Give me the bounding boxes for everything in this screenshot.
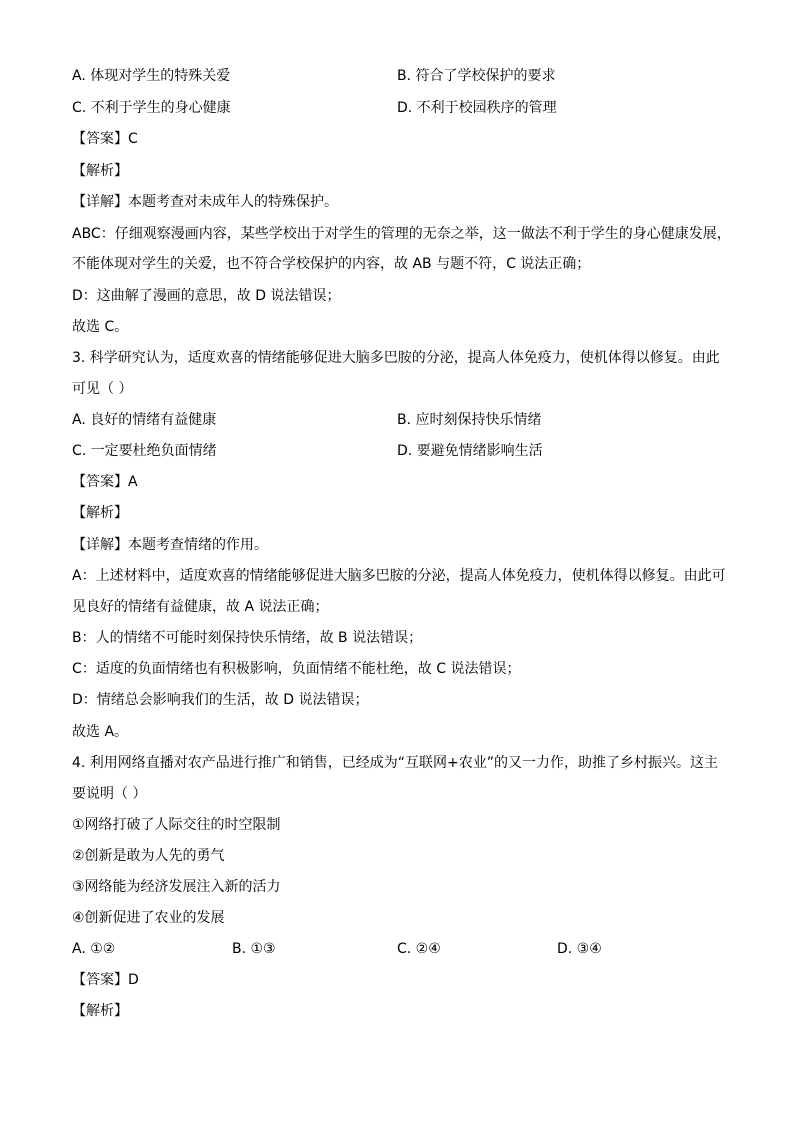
- answer-value: A: [128, 474, 138, 490]
- q2-option-c: C. 不利于学生的身心健康: [72, 100, 231, 116]
- q4-option-b: B. ①③: [232, 941, 276, 957]
- q2-explanation-line-4: 故选 C。: [72, 319, 129, 335]
- q2-answer: [72, 129, 138, 149]
- answer-value: C: [128, 131, 138, 147]
- q3-explanation-line-3: B：人的情绪不可能时刻保持快乐情绪，故 B 说法错误；: [72, 630, 423, 646]
- q3-stem-line-2: 可见（ ）: [72, 381, 133, 397]
- q4-statement-1: ①网络打破了人际交往的时空限制: [72, 817, 281, 833]
- q4-statement-3: ③网络能为经济发展注入新的活力: [72, 879, 281, 895]
- q3-explanation-line-5: D：情绪总会影响我们的生活，故 D 说法错误；: [72, 692, 369, 708]
- q2-explanation-line-2: 不能体现对学生的关爱，也不符合学校保护的内容，故 AB 与题不符，C 说法正确；: [72, 256, 591, 272]
- q2-option-a: A. 体现对学生的特殊关爱: [72, 68, 231, 84]
- q4-stem-line-1: 4. 利用网络直播对农产品进行推广和销售，已经成为“互联网+农业”的又一力作，助推了乡村振兴。这主: [72, 755, 719, 771]
- q3-explanation-line-1: A：上述材料中，适度欢喜的情绪能够促进大脑多巴胺的分泌，提高人体免疫力，使机体得以修复。由此可: [72, 568, 726, 584]
- q4-statement-2: ②创新是敢为人先的勇气: [72, 848, 225, 864]
- answer-label: 【答案】: [72, 972, 128, 988]
- q3-explanation-line-6: 故选 A。: [72, 724, 129, 740]
- q2-explanation-line-3: D：这曲解了漫画的意思，故 D 说法错误；: [72, 288, 341, 304]
- answer-label: 【答案】: [72, 131, 128, 147]
- q3-option-c: C. 一定要杜绝负面情绪: [72, 443, 217, 459]
- q3-option-d: D. 要避免情绪影响生活: [397, 443, 543, 459]
- q3-stem-line-1: 3. 科学研究认为，适度欢喜的情绪能够促进大脑多巴胺的分泌，提高人体免疫力，使机体得以修复。由此: [72, 350, 720, 366]
- q4-answer: [72, 970, 139, 990]
- q3-answer: [72, 472, 138, 492]
- q3-detail: 【详解】本题考查情绪的作用。: [72, 537, 268, 553]
- q2-option-b: B. 符合了学校保护的要求: [397, 68, 556, 84]
- q3-analysis-label: 【解析】: [72, 505, 128, 521]
- q4-option-d: D. ③④: [557, 941, 602, 957]
- answer-value: D: [128, 972, 139, 988]
- q2-detail: 【详解】本题考查对未成年人的特殊保护。: [72, 194, 338, 210]
- q4-option-c: C. ②④: [397, 941, 441, 957]
- q4-statement-4: ④创新促进了农业的发展: [72, 910, 225, 926]
- q2-option-d: D. 不利于校园秩序的管理: [397, 100, 557, 116]
- q2-analysis-label: 【解析】: [72, 163, 128, 179]
- q3-explanation-line-2: 见良好的情绪有益健康，故 A 说法正确；: [72, 599, 329, 615]
- q2-explanation-line-1: ABC：仔细观察漫画内容，某些学校出于对学生的管理的无奈之举，这一做法不利于学生的身心健康发展，: [72, 226, 731, 242]
- answer-label: 【答案】: [72, 474, 128, 490]
- q3-option-b: B. 应时刻保持快乐情绪: [397, 412, 542, 428]
- q4-analysis-label: 【解析】: [72, 1003, 128, 1019]
- q4-stem-line-2: 要说明（ ）: [72, 786, 147, 802]
- q3-option-a: A. 良好的情绪有益健康: [72, 412, 217, 428]
- q3-explanation-line-4: C：适度的负面情绪也有积极影响，负面情绪不能杜绝，故 C 说法错误；: [72, 661, 521, 677]
- q4-option-a: A. ①②: [72, 941, 116, 957]
